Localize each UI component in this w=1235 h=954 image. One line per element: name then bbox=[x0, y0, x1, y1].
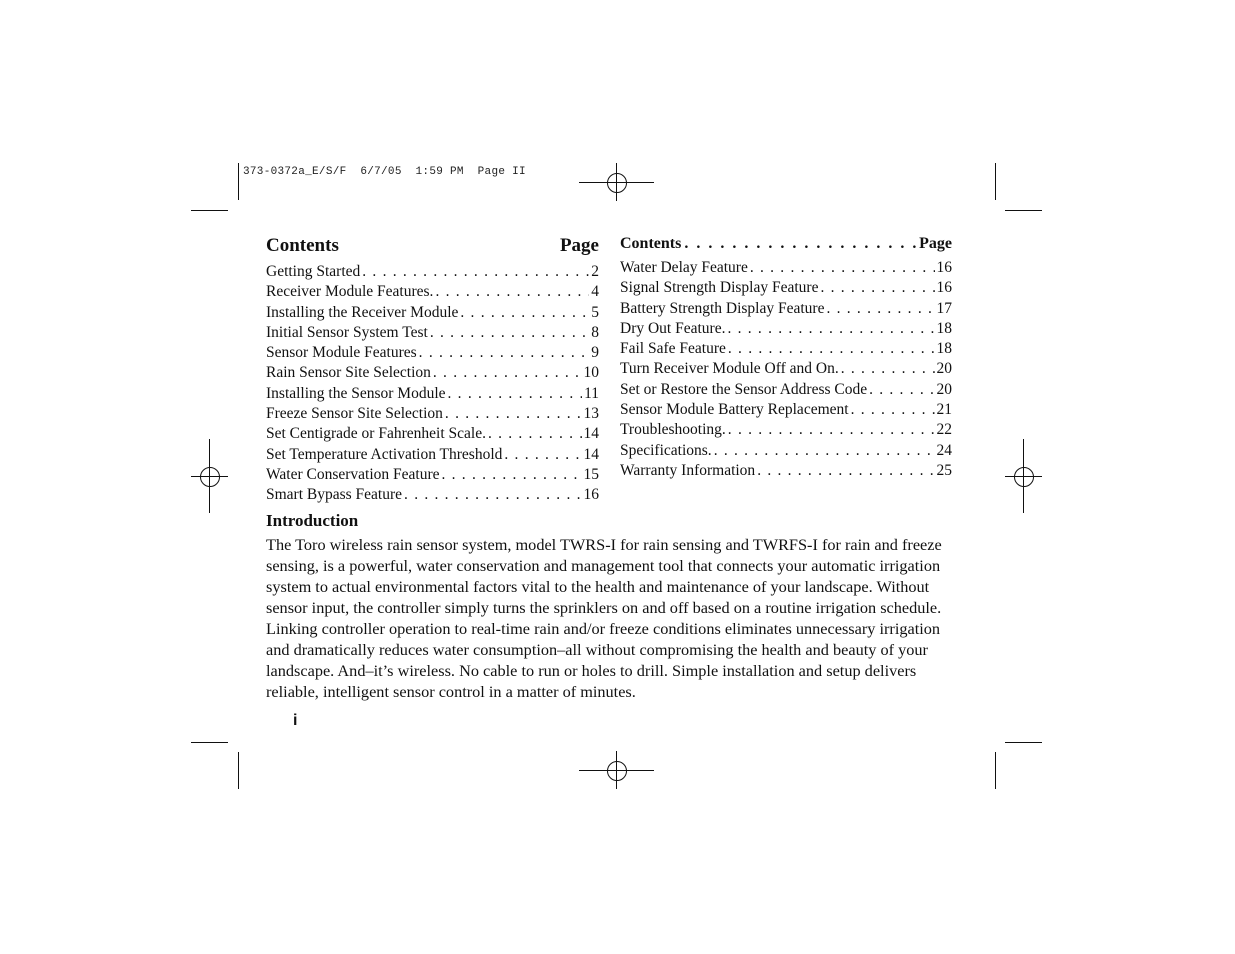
toc-entry-title: Turn Receiver Module Off and On. bbox=[620, 360, 839, 378]
toc-entry-title: Initial Sensor System Test bbox=[266, 323, 428, 341]
toc-entry-title: Smart Bypass Feature bbox=[266, 486, 403, 504]
toc-leader bbox=[460, 304, 589, 322]
toc-entry-page: 20 bbox=[936, 380, 952, 398]
crop-mark bbox=[995, 752, 996, 789]
toc-leader bbox=[820, 279, 934, 297]
registration-circle-icon bbox=[1014, 467, 1034, 487]
toc-leader bbox=[869, 381, 934, 399]
toc-entry-page: 2 bbox=[591, 263, 599, 280]
toc-leader bbox=[504, 446, 581, 464]
registration-circle-icon bbox=[607, 761, 627, 781]
toc-entry-page: 22 bbox=[936, 421, 952, 439]
toc-leader bbox=[757, 462, 934, 480]
toc-entry[interactable] bbox=[266, 466, 599, 486]
toc-leader bbox=[851, 401, 935, 419]
toc-left bbox=[266, 235, 599, 507]
toc-page-heading: Page bbox=[919, 235, 952, 252]
toc-leader bbox=[442, 466, 582, 484]
toc-entry-page: 15 bbox=[583, 465, 599, 483]
toc-entry[interactable] bbox=[620, 381, 952, 401]
toc-entry[interactable] bbox=[620, 462, 952, 482]
toc-entry[interactable] bbox=[620, 279, 952, 299]
toc-leader bbox=[727, 320, 934, 338]
toc-entry-page: 16 bbox=[583, 486, 599, 504]
toc-right bbox=[620, 235, 952, 482]
toc-entry-page: 18 bbox=[936, 319, 952, 337]
crop-mark bbox=[1005, 210, 1042, 211]
toc-entry-page: 16 bbox=[936, 259, 952, 276]
toc-entry-page: 24 bbox=[936, 441, 952, 459]
toc-entry-title: Receiver Module Features. bbox=[266, 283, 434, 301]
toc-entry[interactable] bbox=[620, 442, 952, 462]
toc-entry[interactable] bbox=[266, 425, 599, 445]
toc-entry-title: Fail Safe Feature bbox=[620, 340, 726, 358]
toc-entry-title: Rain Sensor Site Selection bbox=[266, 364, 431, 382]
crop-mark bbox=[238, 163, 239, 200]
toc-entry-title: Specifications. bbox=[620, 441, 712, 459]
toc-entry-page: 13 bbox=[583, 405, 599, 423]
toc-entry-title: Dry Out Feature. bbox=[620, 319, 726, 337]
toc-leader bbox=[433, 364, 582, 382]
toc-entry[interactable] bbox=[620, 360, 952, 380]
toc-entry-page: 16 bbox=[936, 279, 952, 297]
toc-entry-title: Water Delay Feature bbox=[620, 259, 748, 276]
toc-page-heading: Page bbox=[559, 235, 599, 256]
toc-leader bbox=[750, 259, 935, 277]
toc-entry-page: 21 bbox=[936, 401, 952, 419]
introduction-heading: Introduction bbox=[266, 511, 359, 530]
toc-entry-page: 25 bbox=[936, 461, 952, 479]
toc-header bbox=[620, 235, 952, 259]
toc-entry-page: 14 bbox=[583, 425, 599, 443]
toc-entry-page: 14 bbox=[583, 445, 599, 463]
toc-leader bbox=[448, 385, 583, 403]
toc-leader bbox=[362, 263, 589, 281]
toc-leader bbox=[728, 421, 935, 439]
toc-entry-title: Getting Started bbox=[266, 263, 361, 280]
toc-entry-page: 4 bbox=[591, 283, 599, 301]
toc-entry-page: 9 bbox=[591, 344, 599, 362]
toc-entry[interactable] bbox=[266, 324, 599, 344]
toc-entry[interactable] bbox=[266, 344, 599, 364]
toc-entry-title: Warranty Information bbox=[620, 461, 756, 479]
toc-entry-page: 5 bbox=[591, 303, 599, 321]
toc-leader bbox=[435, 283, 589, 301]
toc-leader bbox=[841, 360, 935, 378]
toc-entry-title: Troubleshooting. bbox=[620, 421, 726, 439]
toc-entry-page: 17 bbox=[936, 299, 952, 317]
toc-entry-title: Set Centigrade or Fahrenheit Scale. bbox=[266, 425, 486, 443]
crop-mark bbox=[995, 163, 996, 200]
toc-entry[interactable] bbox=[620, 340, 952, 360]
crop-mark bbox=[1005, 742, 1042, 743]
print-slug: 373-0372a_E/S/F 6/7/05 1:59 PM Page II bbox=[243, 166, 526, 178]
toc-entry[interactable] bbox=[620, 300, 952, 320]
toc-entry[interactable] bbox=[266, 304, 599, 324]
toc-entry-title: Signal Strength Display Feature bbox=[620, 279, 819, 297]
registration-circle-icon bbox=[607, 173, 627, 193]
toc-entry[interactable] bbox=[266, 486, 599, 506]
toc-entry-title: Freeze Sensor Site Selection bbox=[266, 405, 443, 423]
toc-entry-title: Installing the Sensor Module bbox=[266, 384, 446, 402]
toc-entry-title: Set or Restore the Sensor Address Code bbox=[620, 380, 868, 398]
crop-mark bbox=[191, 210, 228, 211]
toc-entry[interactable] bbox=[266, 263, 599, 283]
toc-entry-title: Battery Strength Display Feature bbox=[620, 299, 825, 317]
toc-leader bbox=[488, 425, 582, 443]
toc-entry-page: 10 bbox=[583, 364, 599, 382]
toc-leader bbox=[684, 235, 916, 253]
toc-entry[interactable] bbox=[266, 385, 599, 405]
toc-entry-page: 18 bbox=[936, 340, 952, 358]
toc-entry[interactable] bbox=[620, 259, 952, 279]
toc-entry-page: 8 bbox=[591, 323, 599, 341]
toc-leader bbox=[445, 405, 582, 423]
toc-leader bbox=[430, 324, 589, 342]
crop-mark bbox=[238, 752, 239, 789]
toc-entry-title: Set Temperature Activation Threshold bbox=[266, 445, 503, 463]
toc-header bbox=[266, 235, 599, 263]
introduction-body: The Toro wireless rain sensor system, model TWRS-I for rain sensing and TWRFS-I for rain and freeze sensing, is a powerful, water conservation and management tool that connects your automatic irrigation system to actual environmental factors vital to the health and maintenance of your landscape. Without sensor input, the controller simply turns the sprinklers on and off based on a routine irrigation schedule. Linking controller operation to real-time rain and/or freeze conditions eliminates unnecessary irrigation and dramatically reduces water consumption–all without compromising the health and beauty of your landscape. And–it’s wireless. No cable to run or holes to drill. Simple installation and setup delivers reliable, intelligent sensor control in a matter of minutes. bbox=[266, 535, 942, 701]
crop-mark bbox=[191, 742, 228, 743]
registration-circle-icon bbox=[200, 467, 220, 487]
toc-entry-title: Sensor Module Battery Replacement bbox=[620, 401, 849, 419]
toc-heading: Contents bbox=[266, 235, 339, 256]
toc-leader bbox=[826, 300, 934, 318]
toc-entry[interactable] bbox=[620, 401, 952, 421]
toc-entry-title: Sensor Module Features bbox=[266, 344, 417, 362]
toc-heading: Contents bbox=[620, 235, 682, 252]
toc-entry[interactable] bbox=[266, 283, 599, 303]
toc-entry-title: Installing the Receiver Module bbox=[266, 303, 459, 321]
toc-leader bbox=[419, 344, 590, 362]
page-number: i bbox=[293, 712, 298, 729]
toc-entry[interactable] bbox=[620, 421, 952, 441]
toc-leader bbox=[404, 486, 581, 504]
toc-entry-title: Water Conservation Feature bbox=[266, 465, 440, 483]
toc-leader bbox=[728, 340, 935, 358]
toc-entry-page: 11 bbox=[584, 384, 599, 402]
toc-entry[interactable] bbox=[266, 364, 599, 384]
toc-entry-page: 20 bbox=[936, 360, 952, 378]
toc-leader bbox=[714, 442, 935, 460]
toc-entry[interactable] bbox=[266, 446, 599, 466]
toc-entry[interactable] bbox=[620, 320, 952, 340]
toc-entry[interactable] bbox=[266, 405, 599, 425]
